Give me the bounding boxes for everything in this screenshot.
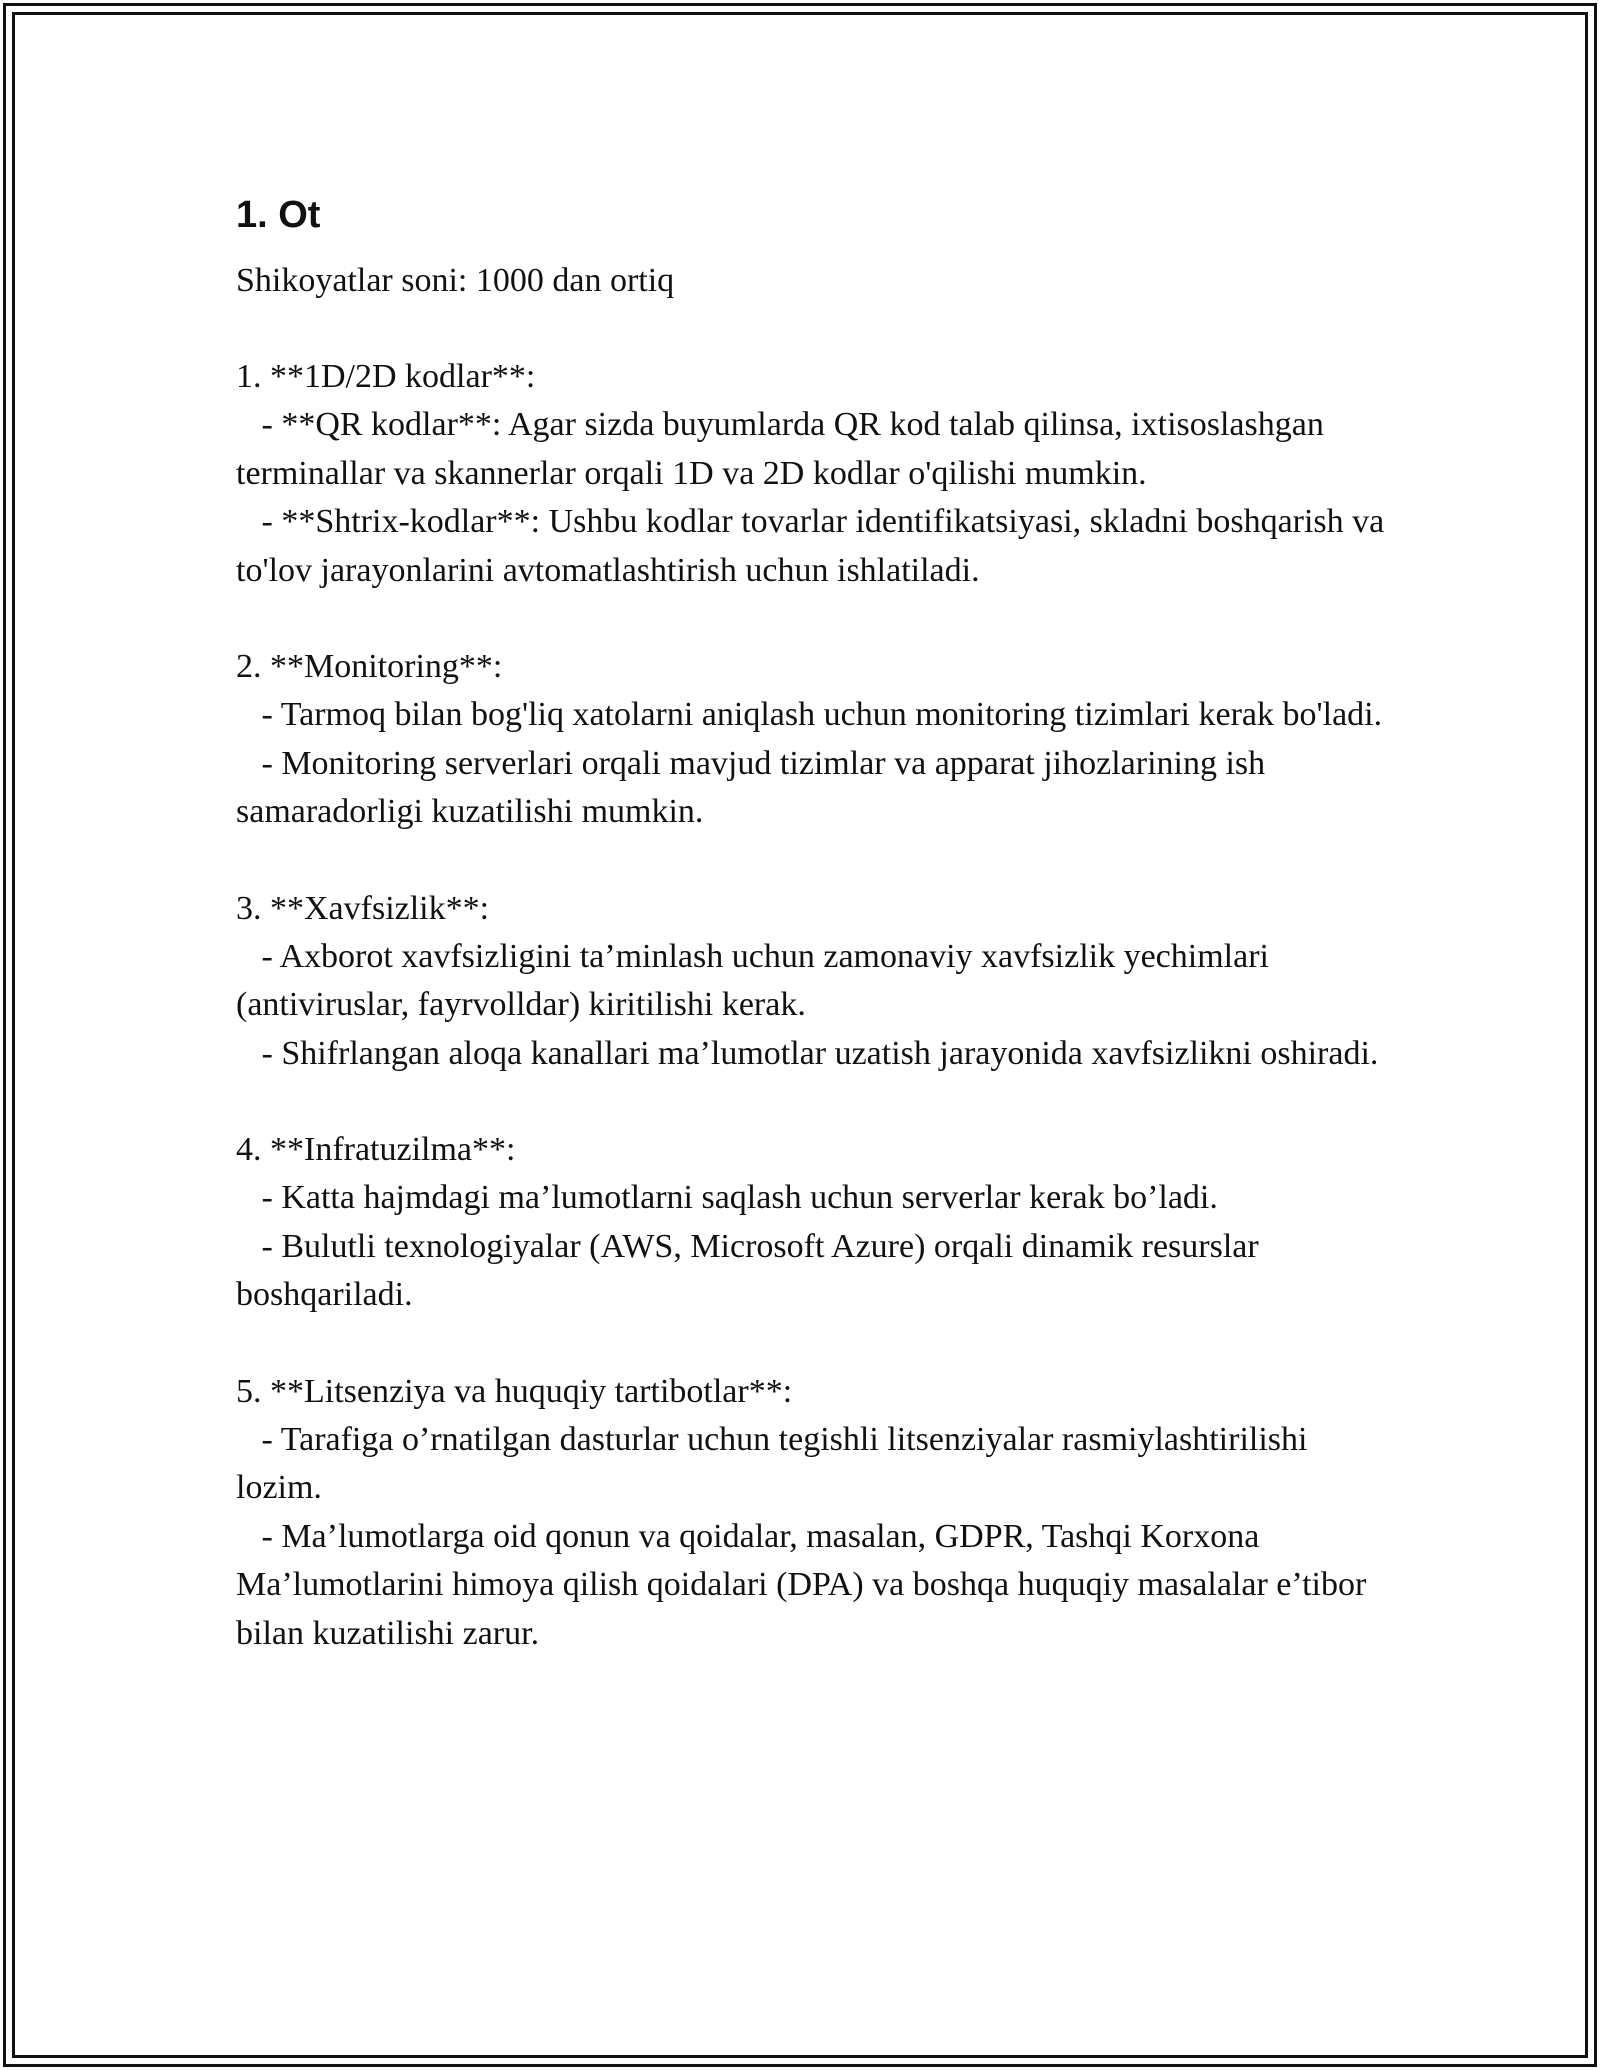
section-title: 2. **Monitoring**: (236, 648, 503, 685)
section-bullet: - Tarafiga o’rnatilgan dasturlar uchun tegishli litsenziyalar rasmiylashtirilishi lozim. (236, 1420, 1316, 1506)
section-title: 1. **1D/2D kodlar**: (236, 358, 536, 395)
section-licensing (236, 1368, 1386, 1659)
section-title: 5. **Litsenziya va huquqiy tartibotlar**: (236, 1372, 793, 1410)
section-monitoring (236, 643, 1386, 837)
section-bullet: - Tarmoq bilan bog'liq xatolarni aniqlash uchun monitoring tizimlari kerak bo'ladi. (236, 696, 1383, 733)
section-bullet: - Ma’lumotlarga oid qonun va qoidalar, masalan, GDPR, Tashqi Korxona Ma’lumotlarini himoya qilish qoidalari (DPA) va boshqa huquqiy masalalar e’tibor bilan kuzatilishi zarur. (236, 1517, 1375, 1652)
section-title: 4. **Infratuzilma**: (236, 1131, 516, 1168)
section-codes (236, 353, 1393, 595)
section-bullet: - Shifrlangan aloqa kanallari ma’lumotlar uzatish jarayonida xavfsizlikni oshiradi. (236, 1034, 1379, 1072)
document-body (236, 183, 1393, 1658)
section-bullet: - **Shtrix-kodlar**: Ushbu kodlar tovarlar identifikatsiyasi, skladni boshqarish va to'lov jarayonlarini avtomatlashtirish uchun ishlatiladi. (236, 503, 1393, 589)
section-bullet: - Katta hajmdagi ma’lumotlarni saqlash uchun serverlar kerak bo’ladi. (236, 1179, 1218, 1216)
section-bullet: - Monitoring serverlari orqali mavjud tizimlar va apparat jihozlarining ish samaradorligi kuzatilishi mumkin. (236, 744, 1274, 830)
complaints-count: Shikoyatlar soni: 1000 dan ortiq (236, 262, 675, 299)
section-infrastructure (236, 1126, 1386, 1320)
document-heading: 1. Ot (236, 194, 321, 236)
section-security (236, 885, 1386, 1079)
section-bullet: - Bulutli texnologiyalar (AWS, Microsoft Azure) orqali dinamik resurslar boshqariladi. (236, 1227, 1268, 1313)
section-bullet: - Axborot xavfsizligini ta’minlash uchun zamonaviy xavfsizlik yechimlari (antiviruslar, fayrvolldar) kiritilishi kerak. (236, 937, 1278, 1023)
section-title: 3. **Xavfsizlik**: (236, 889, 490, 927)
section-bullet: - **QR kodlar**: Agar sizda buyumlarda QR kod talab qilinsa, ixtisoslashgan terminallar va skannerlar orqali 1D va 2D kodlar o'qilishi mumkin. (236, 406, 1333, 492)
